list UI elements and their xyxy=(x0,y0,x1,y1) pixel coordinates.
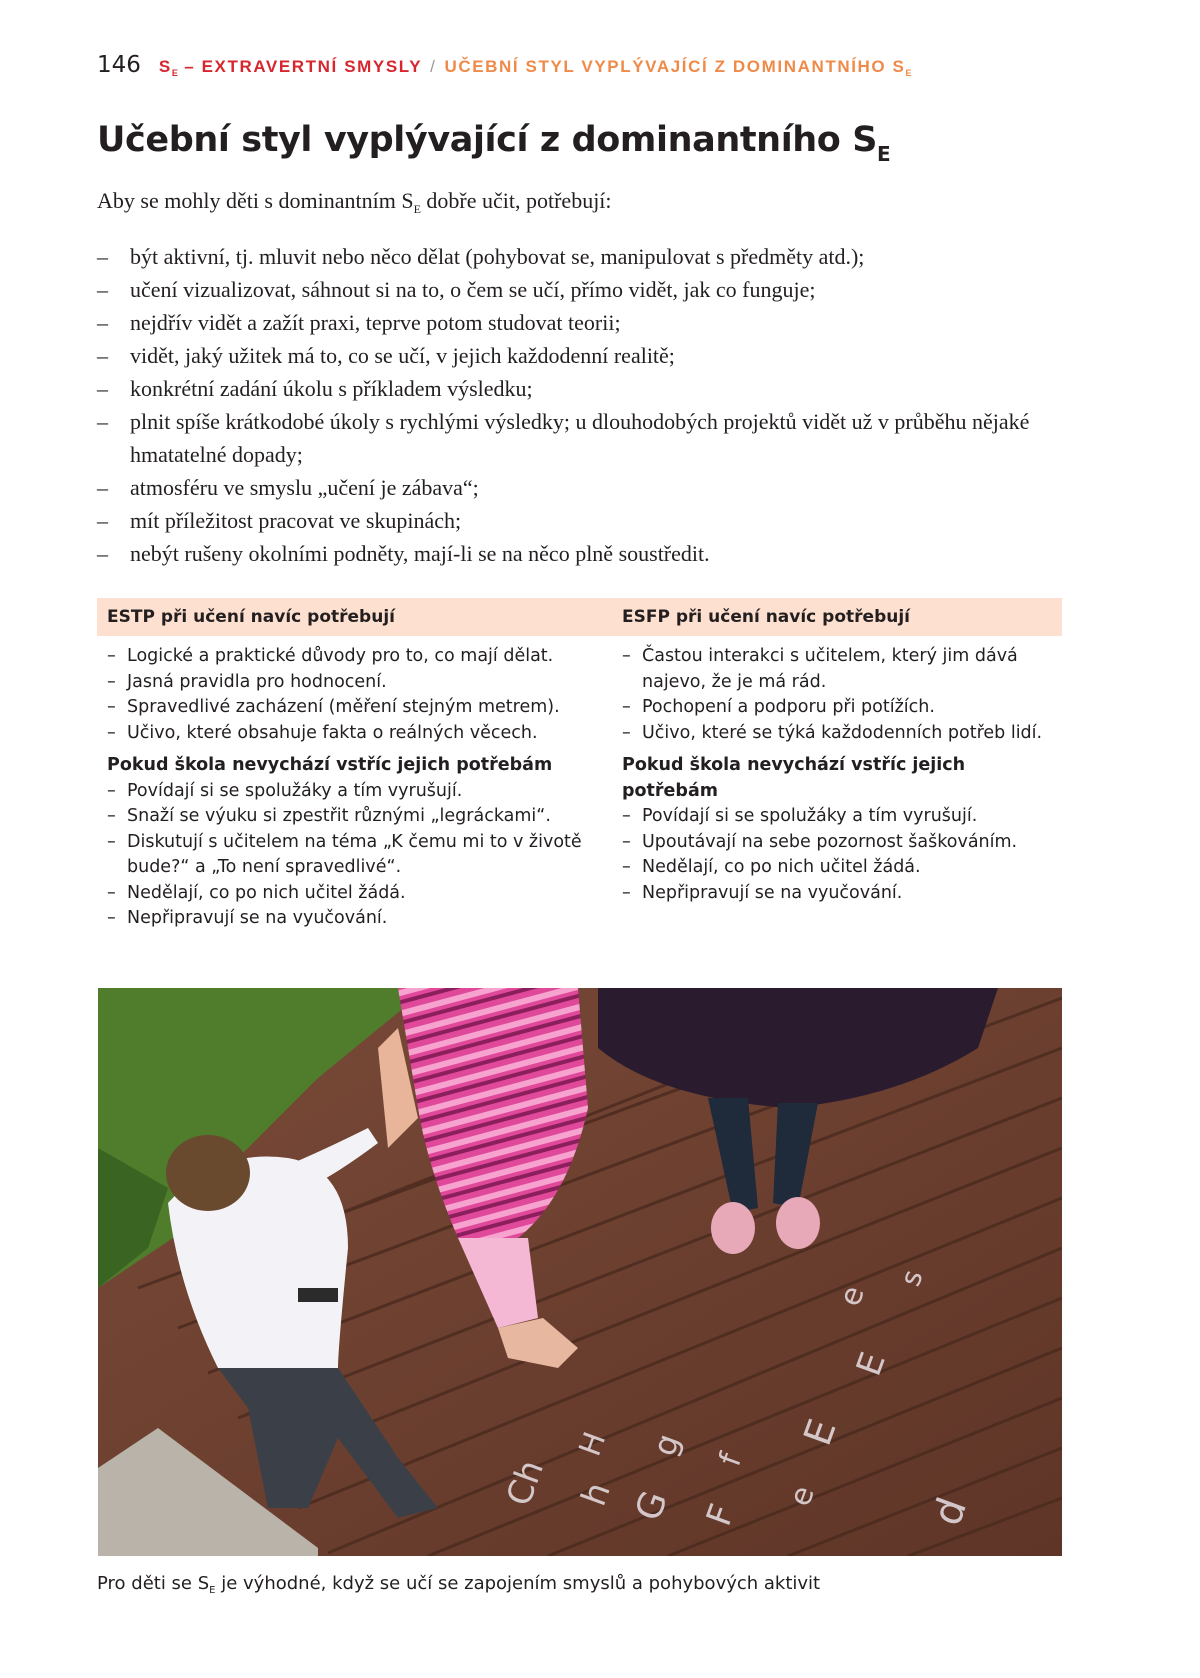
chapter-label: UČEBNÍ STYL VYPLÝVAJÍCÍ Z DOMINANTNÍHO $S_E$ xyxy=(444,57,912,78)
list-item: – plnit spíše krátkodobé úkoly s rychlými výsledky; u dlouhodobých projektů vidět už v průběhu nějaké hmatatelné dopady; xyxy=(97,409,1030,467)
list-item: – Častou interakci s učitelem, který jim dává najevo, že je má rád. xyxy=(622,646,1018,692)
esfp-reactions-list xyxy=(622,804,1062,906)
chalk-letter: g xyxy=(644,1428,688,1461)
list-item: – nebýt rušeny okolními podněty, mají-li se na něco plně soustředit. xyxy=(97,541,710,566)
list-item: – Učivo, které obsahuje fakta o reálných věcech. xyxy=(107,722,538,743)
chalk-letter: d xyxy=(924,1491,977,1532)
chalk-letter: e xyxy=(832,1281,872,1311)
chalk-letter: e xyxy=(782,1481,822,1511)
list-item: – mít příležitost pracovat ve skupinách; xyxy=(97,508,462,533)
list-item: – Diskutují s učitelem na téma „K čemu mi to v životě bude?“ a „To není spravedlivé“. xyxy=(107,831,582,877)
chalk-letter: Ch xyxy=(498,1454,552,1512)
photo-caption: Pro děti se $S_E$ je výhodné, když se učí se zapojením smyslů a pohybových aktivit xyxy=(97,1573,821,1596)
table-header-row xyxy=(97,598,1062,636)
chalk-letter: f xyxy=(712,1448,750,1471)
chalk-letter: s xyxy=(893,1265,930,1291)
estp-heading: ESTP při učení navíc potřebují xyxy=(107,607,395,627)
estp-subheading: Pokud škola nevychází vstříc jejich potřebám xyxy=(107,755,553,775)
estp-reactions-list xyxy=(107,779,597,932)
list-item: – vidět, jaký užitek má to, co se učí, v jejich každodenní realitě; xyxy=(97,343,675,368)
list-item: – Nepřipravují se na vyučování. xyxy=(107,908,388,928)
list-item: – Spravedlivé zacházení (měření stejným metrem). xyxy=(107,697,560,717)
chalk-letter: h xyxy=(573,1477,619,1512)
list-item: – Pochopení a podporu při potížích. xyxy=(622,697,935,717)
chalk-letter: F xyxy=(698,1499,744,1532)
list-item: – Povídají si se spolužáky a tím vyrušují. xyxy=(107,780,463,801)
list-item: – Povídají si se spolužáky a tím vyrušují. xyxy=(622,806,978,826)
intro-paragraph: Aby se mohly děti s dominantním $S_E$ dobře učit, potřebují: xyxy=(97,188,612,216)
estp-needs-list xyxy=(107,644,597,746)
page-number: 146 xyxy=(97,52,141,78)
list-item: – Nedělají, co po nich učitel žádá. xyxy=(622,857,921,877)
list-item: – Nedělají, co po nich učitel žádá. xyxy=(107,882,406,903)
photo-children-chalk-deck xyxy=(98,988,1062,1556)
list-item: – Nepřipravují se na vyučování. xyxy=(622,882,903,903)
chalk-letter: H xyxy=(572,1427,614,1461)
section-label: $S_E$ – EXTRAVERTNÍ SMYSLY xyxy=(158,57,423,78)
list-item: – nejdřív vidět a zažít praxi, teprve potom studovat teorii; xyxy=(97,310,621,335)
esfp-column xyxy=(622,644,1062,906)
esfp-subheading: Pokud škola nevychází vstříc jejich potřebám xyxy=(622,755,966,801)
header-separator: / xyxy=(430,57,437,76)
list-item: – atmosféru ve smyslu „učení je zábava“; xyxy=(97,475,479,500)
estp-column xyxy=(107,644,597,932)
esfp-needs-list xyxy=(622,644,1062,746)
running-header xyxy=(97,52,912,78)
esfp-heading: ESFP při učení navíc potřebují xyxy=(622,607,910,627)
page-title: Učební styl vyplývající z dominantního $S_E$ xyxy=(97,120,891,166)
photo-illustration xyxy=(98,988,1062,1556)
list-item: – Upoutávají na sebe pozornost šaškováním. xyxy=(622,831,1018,852)
type-comparison-table xyxy=(97,598,1062,928)
chalk-letter: G xyxy=(627,1485,677,1527)
list-item: – být aktivní, tj. mluvit nebo něco dělat (pohybovat se, manipulovat s předměty atd.); xyxy=(97,244,865,269)
list-item: – Snaží se výuku si zpestřit různými „legráckami“. xyxy=(107,806,551,826)
list-item: – učení vizualizovat, sáhnout si na to, o čem se učí, přímo vidět, jak co funguje; xyxy=(97,277,816,302)
list-item: – konkrétní zadání úkolu s příkladem výsledku; xyxy=(97,376,533,401)
list-item: – Učivo, které se týká každodenních potřeb lidí. xyxy=(622,722,1043,743)
chalk-letter: E xyxy=(795,1413,845,1452)
needs-list xyxy=(97,240,1057,570)
list-item: – Logické a praktické důvody pro to, co mají dělat. xyxy=(107,646,554,666)
chalk-letter: E xyxy=(848,1347,894,1382)
list-item: – Jasná pravidla pro hodnocení. xyxy=(107,671,387,692)
